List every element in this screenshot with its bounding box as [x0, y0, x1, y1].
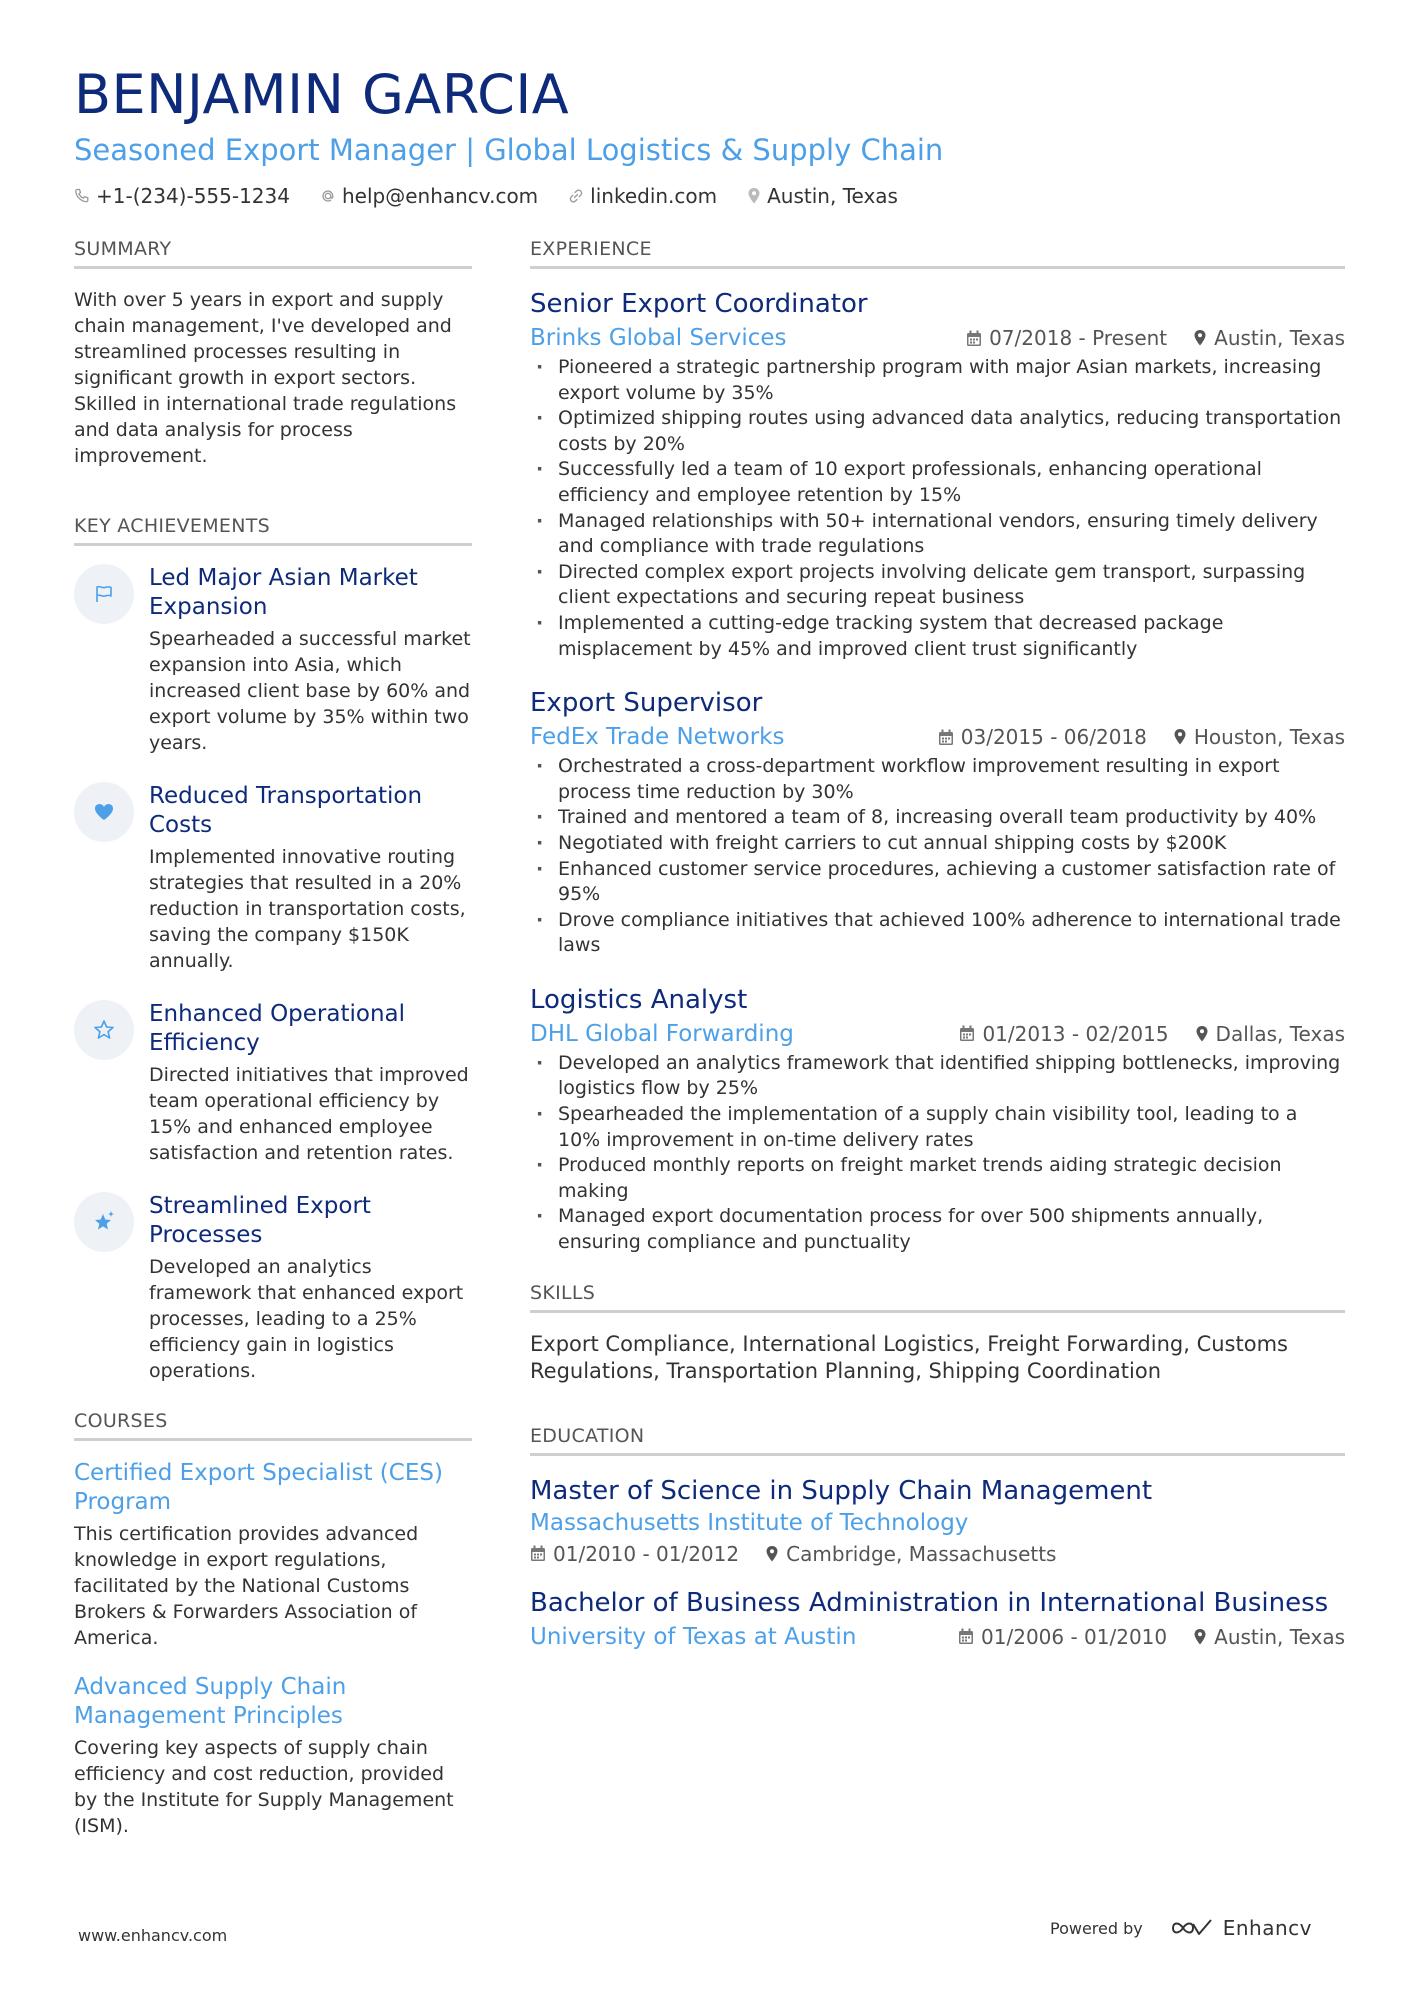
powered-by-label: Powered by: [1050, 1918, 1143, 1938]
at-icon: [320, 188, 336, 204]
job-bullet: · Successfully led a team of 10 export professionals, enhancing operational efficiency and employee retention by 15%: [530, 457, 1345, 508]
education-entry: [530, 1474, 1345, 1566]
job-company: DHL Global Forwarding: [530, 1020, 794, 1047]
phone-text: +1-(234)-555-1234: [96, 184, 290, 208]
job-dates: [959, 1022, 1168, 1046]
education-dates: [530, 1542, 739, 1566]
courses-heading: COURSES: [74, 1410, 472, 1441]
job-bullet: · Directed complex export projects involving delicate gem transport, surpassing client expectations and securing repeat business: [530, 560, 1345, 611]
candidate-name: BENJAMIN GARCIA: [74, 63, 570, 126]
achievement-item: [74, 564, 472, 756]
courses-section: [74, 1410, 472, 1839]
calendar-icon: [958, 1628, 974, 1645]
education-dates: [958, 1625, 1167, 1649]
achievement-item: [74, 1000, 472, 1166]
job-bullet: · Enhanced customer service procedures, achieving a customer satisfaction rate of 95%: [530, 857, 1345, 908]
degree-title: Bachelor of Business Administration in International Business: [530, 1587, 1329, 1618]
location-pin-icon: [765, 1545, 779, 1563]
job-dates: [938, 725, 1147, 749]
contact-linkedin[interactable]: [568, 184, 717, 208]
phone-icon: [74, 188, 90, 204]
job-entry: [530, 686, 1345, 959]
job-title: Export Supervisor: [530, 688, 763, 719]
education-dates-text: 01/2006 - 01/2010: [981, 1624, 1168, 1649]
job-bullet: · Produced monthly reports on freight market trends aiding strategic decision making: [530, 1153, 1345, 1204]
course-title: Certified Export Specialist (CES) Program: [74, 1460, 443, 1515]
candidate-title: Seasoned Export Manager | Global Logistics & Supply Chain: [74, 133, 944, 167]
calendar-icon: [966, 330, 982, 347]
job-bullet: · Spearheaded the implementation of a supply chain visibility tool, leading to a 10% improvement in on-time delivery rates: [530, 1102, 1345, 1153]
achievement-body: [149, 1192, 472, 1384]
location-pin-icon: [1195, 1025, 1209, 1043]
achievement-icon-wrap: [74, 564, 134, 624]
achievement-title: Reduced Transportation Costs: [149, 783, 423, 838]
achievement-title: Led Major Asian Market Expansion: [149, 565, 418, 620]
summary-heading: SUMMARY: [74, 238, 472, 269]
job-bullet: · Pioneered a strategic partnership program with major Asian markets, increasing export volume by 35%: [530, 355, 1345, 406]
job-location: [1193, 326, 1345, 350]
job-company: Brinks Global Services: [530, 325, 787, 351]
job-bullet: · Implemented a cutting-edge tracking system that decreased package misplacement by 45% and improved client trust significantly: [530, 611, 1345, 662]
heart-icon: [92, 800, 116, 824]
contact-phone[interactable]: [74, 184, 290, 208]
left-column: [74, 238, 472, 1861]
skills-section: [530, 1282, 1345, 1385]
job-bullet: · Managed relationships with 50+ international vendors, ensuring timely delivery and compliance with trade regulations: [530, 509, 1345, 560]
job-dates-text: 01/2013 - 02/2015: [982, 1021, 1169, 1046]
education-meta: [530, 1542, 1345, 1566]
job-entry: [530, 287, 1345, 662]
achievement-icon-wrap: [74, 782, 134, 842]
course-text: This certification provides advanced knowledge in export regulations, facilitated by the National Customs Brokers & Forwarders Association of America.: [74, 1523, 419, 1649]
achievement-item: [74, 1192, 472, 1384]
star-sparkle-icon: [91, 1209, 117, 1235]
job-location-text: Houston, Texas: [1193, 725, 1345, 750]
calendar-icon: [530, 1545, 546, 1562]
job-meta: [933, 1022, 1345, 1046]
school-name: University of Texas at Austin: [530, 1623, 857, 1650]
job-bullet: · Optimized shipping routes using advanced data analytics, reducing transportation costs by 20%: [530, 406, 1345, 457]
location-pin-icon: [747, 187, 761, 205]
course-item: [74, 1459, 472, 1651]
job-location-text: Dallas, Texas: [1215, 1021, 1345, 1046]
job-subheader: [530, 722, 1345, 752]
skills-text: Export Compliance, International Logistics, Freight Forwarding, Customs Regulations, Transportation Planning, Shipping Coordination: [530, 1331, 1288, 1383]
job-title: Senior Export Coordinator: [530, 289, 868, 319]
resume-header: [74, 62, 1344, 208]
contact-location: [747, 184, 898, 208]
education-subheader: [530, 1622, 1345, 1652]
job-subheader: [530, 1019, 1345, 1049]
achievement-body: [149, 1000, 472, 1166]
course-item: [74, 1673, 472, 1839]
job-bullet: · Managed export documentation process for over 500 shipments annually, ensuring compliance and punctuality: [530, 1204, 1345, 1255]
achievement-body: [149, 782, 472, 974]
job-bullets: [530, 754, 1345, 959]
job-dates-text: 03/2015 - 06/2018: [960, 725, 1147, 750]
education-dates-text: 01/2010 - 01/2012: [553, 1541, 740, 1566]
flag-icon: [92, 582, 116, 606]
job-bullet: · Orchestrated a cross-department workflow improvement resulting in export process time reduction by 30%: [530, 754, 1345, 805]
email-text: help@enhancv.com: [341, 184, 539, 208]
achievement-item: [74, 782, 472, 974]
achievement-text: Spearheaded a successful market expansion into Asia, which increased client base by 60% and export volume by 35% within two years.: [149, 628, 471, 754]
job-location: [1195, 1022, 1345, 1046]
contact-email[interactable]: [320, 184, 538, 208]
job-bullet: · Developed an analytics framework that identified shipping bottlenecks, improving logistics flow by 25%: [530, 1051, 1345, 1102]
job-dates: [966, 326, 1167, 350]
link-icon: [568, 188, 584, 204]
right-column: [530, 238, 1345, 1672]
job-meta: [912, 725, 1345, 749]
calendar-icon: [959, 1025, 975, 1042]
achievement-text: Developed an analytics framework that enhanced export processes, leading to a 25% efficiency gain in logistics operations.: [149, 1256, 464, 1382]
education-entry: [530, 1586, 1345, 1652]
achievements-heading: KEY ACHIEVEMENTS: [74, 515, 472, 546]
job-bullets: [530, 1051, 1345, 1256]
star-icon: [92, 1018, 116, 1042]
education-location-text: Austin, Texas: [1214, 1624, 1345, 1649]
education-meta: [932, 1625, 1345, 1649]
enhancv-logo-icon: [1169, 1916, 1215, 1940]
footer-branding: [1050, 1916, 1312, 1940]
education-location: [765, 1542, 1056, 1566]
job-bullet: · Negotiated with freight carriers to cut annual shipping costs by $200K: [530, 831, 1345, 857]
job-bullet: · Drove compliance initiatives that achieved 100% adherence to international trade laws: [530, 908, 1345, 959]
job-bullets: [530, 355, 1345, 662]
job-subheader: [530, 323, 1345, 353]
experience-section: [530, 238, 1345, 1256]
job-title: Logistics Analyst: [530, 984, 748, 1015]
job-location: [1173, 725, 1345, 749]
achievements-section: [74, 515, 472, 1384]
school-name: Massachusetts Institute of Technology: [530, 1509, 969, 1536]
achievement-text: Implemented innovative routing strategies that resulted in a 20% reduction in transportation costs, saving the company $150K annually.: [149, 846, 466, 972]
achievement-icon-wrap: [74, 1192, 134, 1252]
achievement-title: Enhanced Operational Efficiency: [149, 1001, 406, 1056]
job-location-text: Austin, Texas: [1214, 326, 1345, 350]
location-pin-icon: [1193, 1628, 1207, 1646]
education-heading: EDUCATION: [530, 1425, 1345, 1456]
location-pin-icon: [1173, 728, 1187, 746]
job-meta: [940, 326, 1345, 350]
summary-section: [74, 238, 472, 469]
linkedin-text: linkedin.com: [590, 184, 718, 208]
degree-title: Master of Science in Supply Chain Management: [530, 1475, 1153, 1506]
location-text: Austin, Texas: [767, 184, 898, 208]
education-location: [1193, 1625, 1345, 1649]
job-dates-text: 07/2018 - Present: [989, 326, 1168, 350]
contact-row: [74, 184, 1344, 208]
location-pin-icon: [1193, 329, 1207, 347]
job-company: FedEx Trade Networks: [530, 724, 785, 751]
footer-website[interactable]: www.enhancv.com: [78, 1926, 228, 1945]
job-entry: [530, 983, 1345, 1256]
course-title: Advanced Supply Chain Management Principles: [74, 1674, 347, 1729]
brand-name: Enhancv: [1222, 1916, 1312, 1940]
summary-text: With over 5 years in export and supply chain management, I've developed and streamlined processes resulting in significant growth in export sectors. Skilled in international trade regulations and data analysis for process improvement.: [74, 289, 457, 467]
experience-heading: EXPERIENCE: [530, 238, 1345, 269]
course-text: Covering key aspects of supply chain efficiency and cost reduction, provided by the Institute for Supply Management (ISM).: [74, 1737, 454, 1837]
achievement-icon-wrap: [74, 1000, 134, 1060]
calendar-icon: [938, 729, 954, 746]
job-bullet: · Trained and mentored a team of 8, increasing overall team productivity by 40%: [530, 805, 1345, 831]
education-section: [530, 1425, 1345, 1652]
education-location-text: Cambridge, Massachusetts: [786, 1541, 1057, 1566]
achievement-body: [149, 564, 472, 756]
achievement-text: Directed initiatives that improved team operational efficiency by 15% and enhanced employee satisfaction and retention rates.: [149, 1064, 469, 1164]
skills-heading: SKILLS: [530, 1282, 1345, 1313]
achievement-title: Streamlined Export Processes: [149, 1193, 371, 1248]
